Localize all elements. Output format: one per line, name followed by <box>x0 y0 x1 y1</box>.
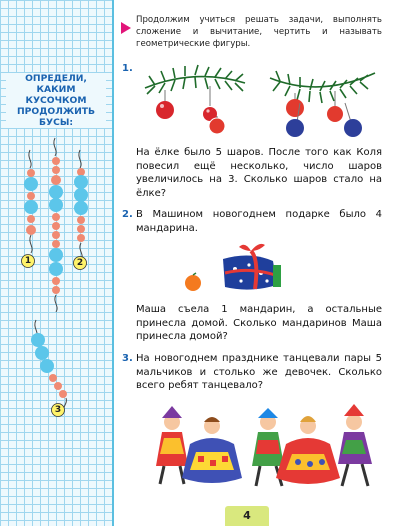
bead-label-1: 1 <box>24 256 32 266</box>
beads-icon <box>0 0 112 526</box>
dancing-children-icon <box>150 404 380 499</box>
gift-icon <box>215 237 285 297</box>
fir-branch-icon <box>135 58 385 148</box>
task-1-text: На ёлке было 5 шаров. После того как Коля повесил ещё несколько, число шаров увеличилось на 3. Сколько шаров стало на ёлке? <box>136 147 382 199</box>
task-3-number: 3. <box>122 353 133 364</box>
task-2-text-b: Маша съела 1 мандарин, а остальные принесла домой. Сколько мандаринов Маша принесла домой? <box>136 304 382 343</box>
margin-divider <box>112 0 114 526</box>
task-1-number: 1. <box>122 63 133 74</box>
tangerine-icon <box>183 272 203 292</box>
task-2-text-a: В Машином новогоднем подарке было 4 мандарина. <box>136 209 382 234</box>
pointer-triangle-icon <box>121 22 131 34</box>
bead-label-2: 2 <box>76 258 84 268</box>
task-2-number: 2. <box>122 209 133 220</box>
page-number: 4 <box>225 506 269 526</box>
beads-task-title: ОПРЕДЕЛИ, КАКИМ КУСОЧКОМ ПРОДОЛЖИТЬ БУСЫ: <box>6 73 106 128</box>
intro-text: Продолжим учиться решать задачи, выполнять сложение и вычитание, чертить и называть геометрические фигуры. <box>136 15 382 50</box>
task-3-text: На новогоднем празднике танцевали пары 5 мальчиков и столько же девочек. Сколько всего ребят танцевало? <box>136 353 382 392</box>
bead-label-3: 3 <box>54 405 62 415</box>
